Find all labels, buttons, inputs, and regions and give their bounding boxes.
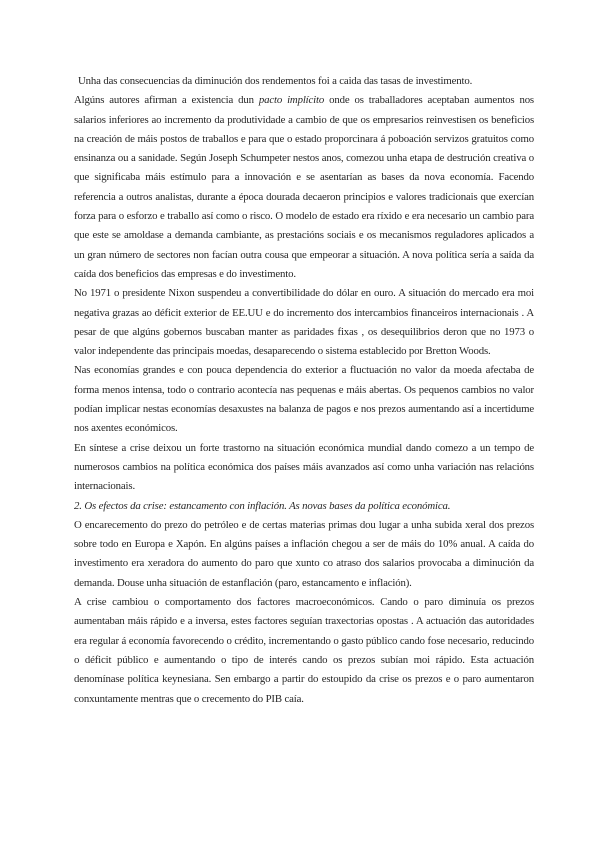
paragraph: En síntese a crise deixou un forte trastorno na situación económica mundial dando comezo a un tempo de numerosos cambios na política económica dos países máis avanzados así como unha variación nas relacións internacionais. bbox=[74, 441, 534, 493]
section-heading: 2. Os efectos da crise: estancamento con inflación. As novas bases da política económica. bbox=[74, 499, 451, 512]
italic-term: pacto implícito bbox=[258, 94, 325, 107]
paragraph-text: Algúns autores afirman a existencia dun bbox=[74, 94, 254, 107]
paragraph: A crise cambiou o comportamento dos factores macroeconómicos. Cando o paro diminuía os prezos aumentaban máis rápido e a inversa, estes factores seguían traxectorias opostas . A actuación das autoridades era regular á economía favorecendo o crédito, incrementando o gasto público cando fose necesario, reducindo o déficit público e aumentando o tipo de interés cando os prezos subían moi rápido. Esta actuación denomínase política keynesiana. Sen embargo a partir do estoupido da crise os prezos e o paro aumentaron conxuntamente mentras que o crecemento do PIB caía. bbox=[74, 596, 534, 705]
paragraph-text: onde os traballadores aceptaban aumentos nos salarios inferiores ao incremento da produtividade a cambio de que os empresarios reinvestisen os beneficios na creación de máis postos de traballos e para que o estado proporcinara á poboación servizos gratuitos como ensinanza ou a sanidade. Según Joseph Schumpeter nestos anos, comezou unha etapa de destrución creativa o que significaba máis estímulo para a innovación e se asentarían as bases da nova economía. Facendo referencia a outros analistas, durante a época dourada decaeron principios e valores tradicionais que exercían forza para o esforzo e traballo así como o risco. O modelo de estado era ríxido e era necesario un cambio para que este se amoldase a demanda cambiante, as prestacións sociais e os mecanismos reguladores aplicados a un gran número de sectores non facían outra cousa que empeorar a situación. A nova política sería a saída da caída dos beneficios das empresas e do investimento. bbox=[74, 94, 534, 280]
paragraph: Unha das consecuencias da diminución dos rendementos foi a caida das tasas de investimento. bbox=[78, 75, 473, 87]
paragraph: O encarecemento do prezo do petróleo e de certas materias primas dou lugar a unha subida xeral dos prezos sobre todo en Europa e Xapón. En algúns países a inflación chegou a ser de máis do 10% anual. A caída do investimento era xeradora do aumento do paro que xunto co atraso dos salarios provocaba a diminución da demanda. Douse unha situación de estanflación (paro, estancamento e inflación). bbox=[74, 518, 534, 589]
paragraph: No 1971 o presidente Nixon suspendeu a convertibilidade do dólar en ouro. A situación do mercado era moi negativa grazas ao déficit exterior de EE.UU e do incremento dos intercambios financeiros internacionais . A pesar de que algúns gobernos buscaban manter as paridades fixas , os desequilibrios deron que no 1973 o valor independente das principais moedas, desaparecendo o sistema establecido por Bretton Woods. bbox=[74, 287, 534, 358]
paragraph bbox=[74, 91, 534, 284]
paragraph: Nas economías grandes e con pouca dependencia do exterior a fluctuación no valor da moeda afectaba de forma menos intensa, todo o contrario acontecía nas pequenas e máis abertas. Os pequenos cambios no valor podían implicar nestas economías desaxustes na balanza de pagos e nos prezos aumentando así a incertidume nos axentes económicos. bbox=[74, 364, 534, 435]
document-body bbox=[74, 72, 534, 709]
